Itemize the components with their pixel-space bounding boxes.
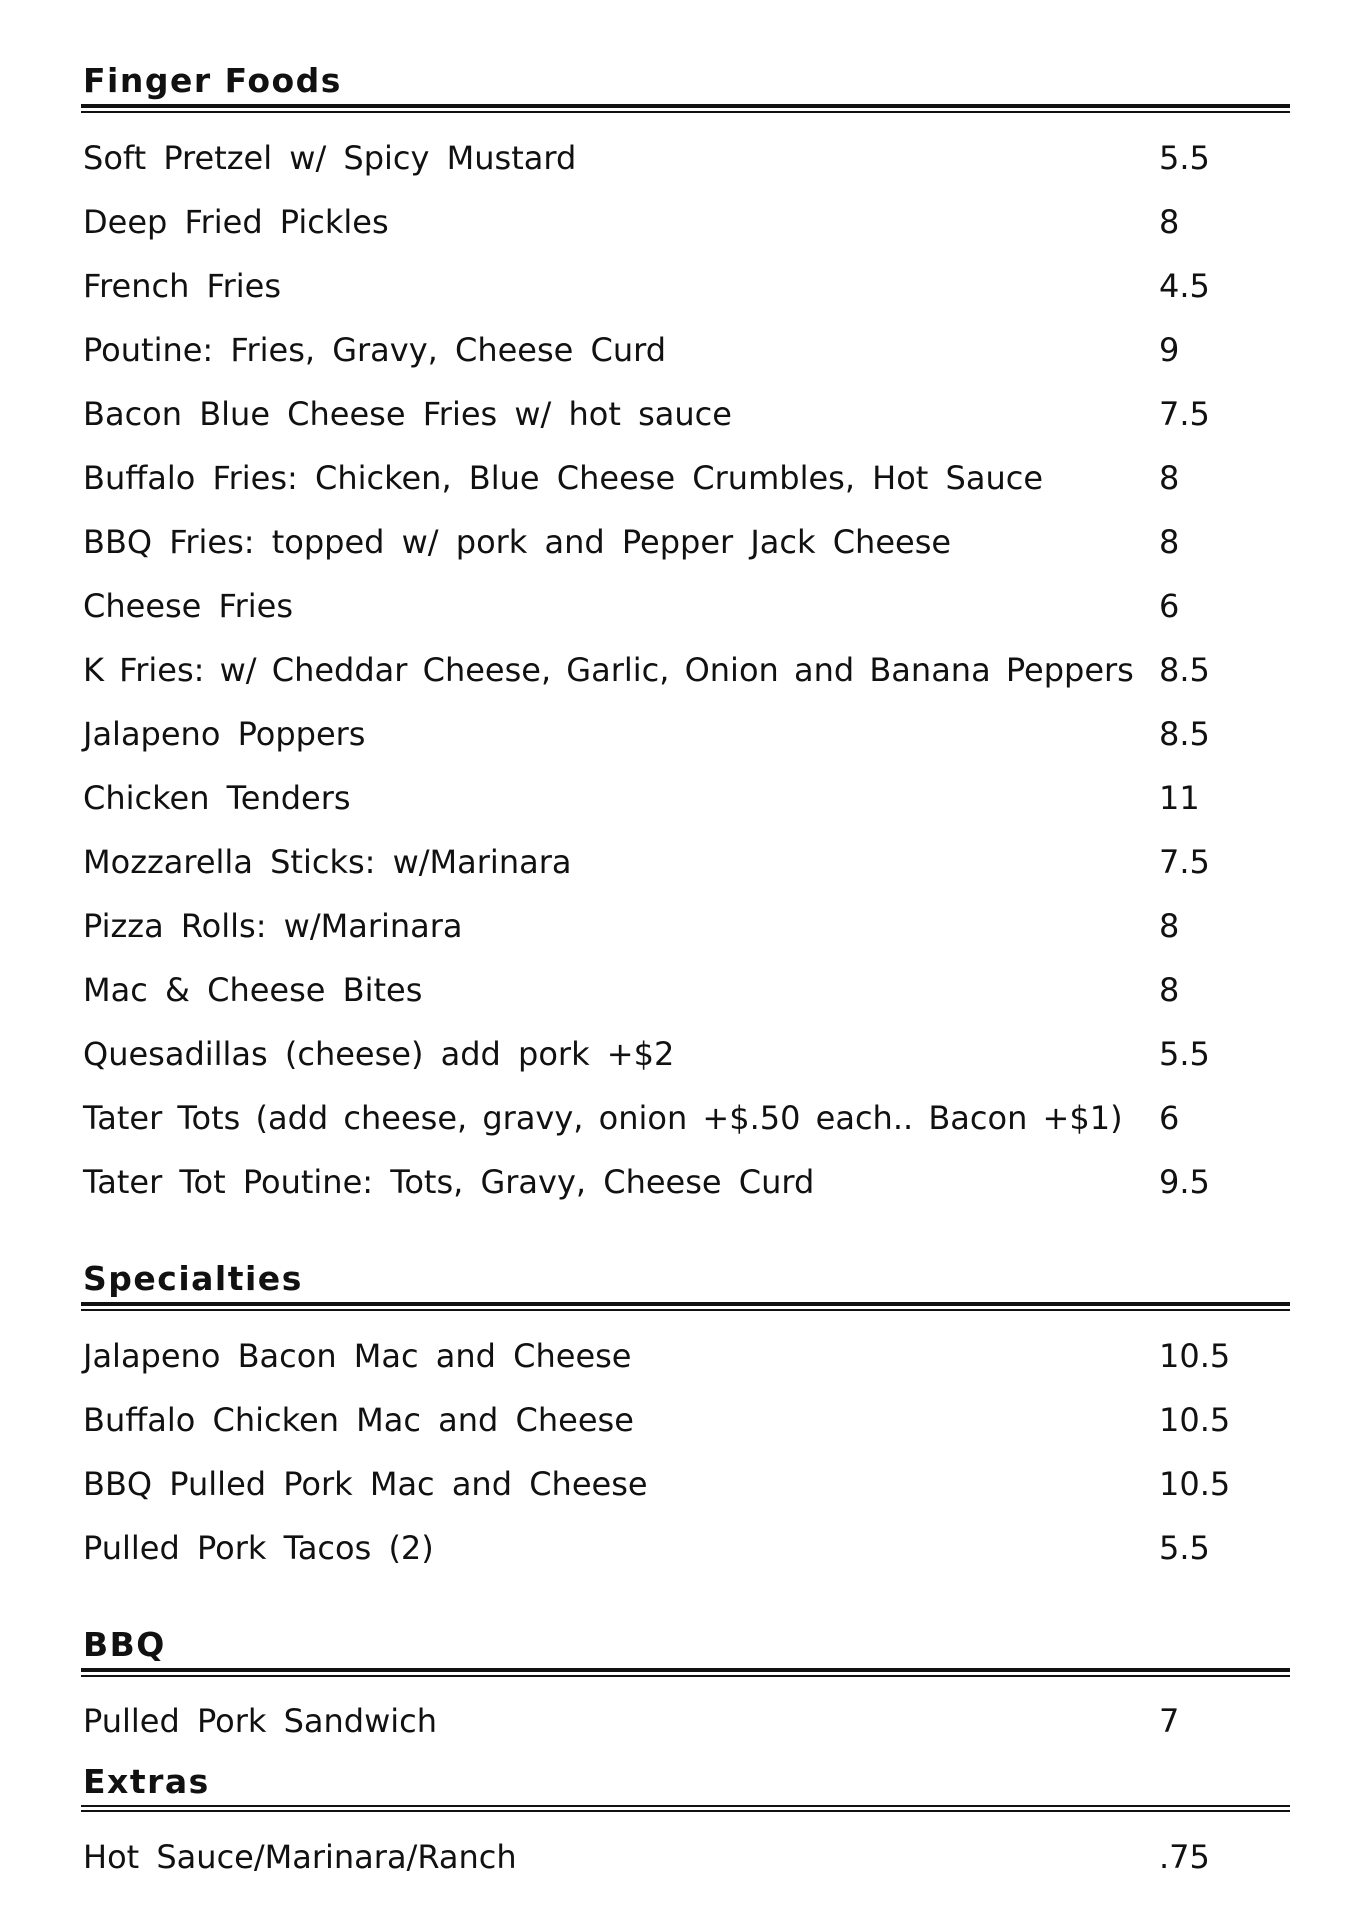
menu-item	[83, 200, 1290, 244]
menu-item	[83, 584, 1290, 628]
menu-item	[83, 456, 1290, 500]
menu-item	[83, 1462, 1290, 1506]
item-price: 8	[1159, 203, 1180, 241]
menu-item	[83, 1160, 1290, 1204]
section-divider	[81, 111, 1290, 113]
item-name: Soft Pretzel w/ Spicy Mustard	[83, 139, 577, 177]
item-price: 5.5	[1159, 139, 1210, 177]
item-price: 8	[1159, 971, 1180, 1009]
section-title: Specialties	[83, 1259, 303, 1298]
item-price: 10.5	[1159, 1465, 1231, 1503]
item-name: Mozzarella Sticks: w/Marinara	[83, 843, 572, 881]
menu-item	[83, 1032, 1290, 1076]
section-title: Extras	[83, 1762, 210, 1801]
item-name: Buffalo Fries: Chicken, Blue Cheese Crumbles, Hot Sauce	[83, 459, 1043, 497]
item-name: Jalapeno Poppers	[83, 715, 366, 753]
item-name: Bacon Blue Cheese Fries w/ hot sauce	[83, 395, 732, 433]
item-price: 7.5	[1159, 395, 1210, 433]
item-price: 10.5	[1159, 1401, 1231, 1439]
item-name: Cheese Fries	[83, 587, 294, 625]
menu-item	[83, 904, 1290, 948]
menu-item	[83, 1526, 1290, 1570]
menu-item	[83, 776, 1290, 820]
menu-item	[83, 1398, 1290, 1442]
section-divider	[81, 104, 1290, 108]
item-name: K Fries: w/ Cheddar Cheese, Garlic, Onion and Banana Peppers	[83, 651, 1134, 689]
item-price: 9	[1159, 331, 1180, 369]
item-name: French Fries	[83, 267, 282, 305]
item-name: Chicken Tenders	[83, 779, 351, 817]
item-name: Pulled Pork Sandwich	[83, 1702, 438, 1740]
menu-item	[83, 1334, 1290, 1378]
section-divider	[81, 1805, 1290, 1807]
item-name: Buffalo Chicken Mac and Cheese	[83, 1401, 634, 1439]
section-divider	[81, 1810, 1290, 1812]
item-price: 9.5	[1159, 1163, 1210, 1201]
item-name: Pizza Rolls: w/Marinara	[83, 907, 463, 945]
section-title: Finger Foods	[83, 61, 342, 100]
menu-item	[83, 840, 1290, 884]
item-price: 8	[1159, 459, 1180, 497]
section-divider	[81, 1675, 1290, 1677]
menu-item	[83, 968, 1290, 1012]
item-price: 4.5	[1159, 267, 1210, 305]
item-name: Mac & Cheese Bites	[83, 971, 423, 1009]
item-name: BBQ Fries: topped w/ pork and Pepper Jack Cheese	[83, 523, 952, 561]
item-name: Poutine: Fries, Gravy, Cheese Curd	[83, 331, 667, 369]
item-price: 6	[1159, 587, 1180, 625]
menu-item	[83, 1699, 1290, 1743]
item-name: Jalapeno Bacon Mac and Cheese	[83, 1337, 632, 1375]
item-price: 10.5	[1159, 1337, 1231, 1375]
item-name: Deep Fried Pickles	[83, 203, 389, 241]
item-price: 8.5	[1159, 651, 1210, 689]
menu-item	[83, 1096, 1290, 1140]
menu-item	[83, 520, 1290, 564]
item-price: 8.5	[1159, 715, 1210, 753]
item-price: 8	[1159, 907, 1180, 945]
item-name: Quesadillas (cheese) add pork +$2	[83, 1035, 675, 1073]
menu-item	[83, 264, 1290, 308]
menu-item	[83, 328, 1290, 372]
item-name: BBQ Pulled Pork Mac and Cheese	[83, 1465, 648, 1503]
item-name: Tater Tot Poutine: Tots, Gravy, Cheese Curd	[83, 1163, 815, 1201]
section-divider	[81, 1309, 1290, 1311]
item-price: 5.5	[1159, 1035, 1210, 1073]
item-price: 7.5	[1159, 843, 1210, 881]
item-price: 6	[1159, 1099, 1180, 1137]
section-divider	[81, 1302, 1290, 1306]
menu-item	[83, 392, 1290, 436]
item-price: 7	[1159, 1702, 1180, 1740]
item-price: 5.5	[1159, 1529, 1210, 1567]
menu-item	[83, 648, 1290, 692]
menu-item	[83, 136, 1290, 180]
item-name: Tater Tots (add cheese, gravy, onion +$.50 each.. Bacon +$1)	[83, 1099, 1123, 1137]
item-price: 11	[1159, 779, 1200, 817]
item-name: Hot Sauce/Marinara/Ranch	[83, 1838, 517, 1876]
section-divider	[81, 1668, 1290, 1672]
menu-item	[83, 712, 1290, 756]
item-price: .75	[1159, 1838, 1210, 1876]
menu-item	[83, 1835, 1290, 1879]
item-name: Pulled Pork Tacos (2)	[83, 1529, 434, 1567]
section-title: BBQ	[83, 1625, 166, 1664]
item-price: 8	[1159, 523, 1180, 561]
